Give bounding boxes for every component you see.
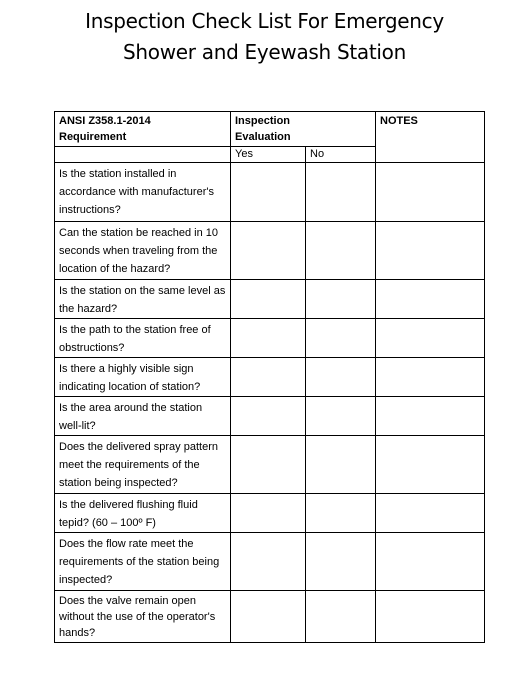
requirement-question: Does the valve remain open without the use of the operator's hands? <box>55 591 231 643</box>
yes-cell[interactable] <box>231 280 306 319</box>
table-row <box>55 436 485 494</box>
requirement-question: Is the area around the station well-lit? <box>55 397 231 436</box>
requirement-subheader-empty <box>55 147 231 163</box>
yes-header: Yes <box>231 147 306 163</box>
requirement-question: Does the delivered spray pattern meet the requirements of the station being inspected? <box>55 436 231 494</box>
notes-cell[interactable] <box>376 397 485 436</box>
requirement-question: Is the station on the same level as the hazard? <box>55 280 231 319</box>
no-cell[interactable] <box>306 533 376 591</box>
requirement-question: Is the delivered flushing fluid tepid? (60 – 100º F) <box>55 494 231 533</box>
evaluation-header <box>231 112 376 147</box>
requirement-question: Is the path to the station free of obstructions? <box>55 319 231 358</box>
requirement-header-line-2: Requirement <box>59 131 127 143</box>
document-title <box>0 6 529 68</box>
notes-cell[interactable] <box>376 319 485 358</box>
no-cell[interactable] <box>306 494 376 533</box>
notes-cell[interactable] <box>376 358 485 397</box>
table-header-row <box>55 112 485 147</box>
notes-cell[interactable] <box>376 494 485 533</box>
title-line-2: Shower and Eyewash Station <box>123 40 406 64</box>
no-cell[interactable] <box>306 358 376 397</box>
yes-cell[interactable] <box>231 533 306 591</box>
yes-cell[interactable] <box>231 358 306 397</box>
table-row <box>55 163 485 222</box>
notes-cell[interactable] <box>376 280 485 319</box>
table-row <box>55 358 485 397</box>
requirement-question: Is there a highly visible sign indicating location of station? <box>55 358 231 397</box>
title-line-1: Inspection Check List For Emergency <box>85 9 444 33</box>
yes-cell[interactable] <box>231 163 306 222</box>
no-cell[interactable] <box>306 397 376 436</box>
inspection-checklist-table <box>54 111 485 643</box>
table-row <box>55 397 485 436</box>
no-header: No <box>306 147 376 163</box>
evaluation-header-line-1: Inspection <box>235 115 291 127</box>
table-row <box>55 591 485 643</box>
no-cell[interactable] <box>306 319 376 358</box>
yes-cell[interactable] <box>231 436 306 494</box>
requirement-header-line-1: ANSI Z358.1-2014 <box>59 115 151 127</box>
no-cell[interactable] <box>306 222 376 280</box>
yes-cell[interactable] <box>231 494 306 533</box>
no-cell[interactable] <box>306 163 376 222</box>
no-cell[interactable] <box>306 436 376 494</box>
requirement-header <box>55 112 231 147</box>
notes-cell[interactable] <box>376 533 485 591</box>
requirement-question: Does the flow rate meet the requirements of the station being inspected? <box>55 533 231 591</box>
notes-cell[interactable] <box>376 591 485 643</box>
table-row <box>55 319 485 358</box>
table-row <box>55 494 485 533</box>
notes-header: NOTES <box>376 112 485 163</box>
no-cell[interactable] <box>306 280 376 319</box>
table-row <box>55 222 485 280</box>
notes-cell[interactable] <box>376 163 485 222</box>
notes-cell[interactable] <box>376 436 485 494</box>
table-row <box>55 280 485 319</box>
requirement-question: Can the station be reached in 10 seconds when traveling from the location of the hazard? <box>55 222 231 280</box>
requirement-question: Is the station installed in accordance with manufacturer's instructions? <box>55 163 231 222</box>
yes-cell[interactable] <box>231 397 306 436</box>
notes-cell[interactable] <box>376 222 485 280</box>
evaluation-header-line-2: Evaluation <box>235 131 291 143</box>
yes-cell[interactable] <box>231 319 306 358</box>
yes-cell[interactable] <box>231 591 306 643</box>
table-row <box>55 533 485 591</box>
no-cell[interactable] <box>306 591 376 643</box>
yes-cell[interactable] <box>231 222 306 280</box>
